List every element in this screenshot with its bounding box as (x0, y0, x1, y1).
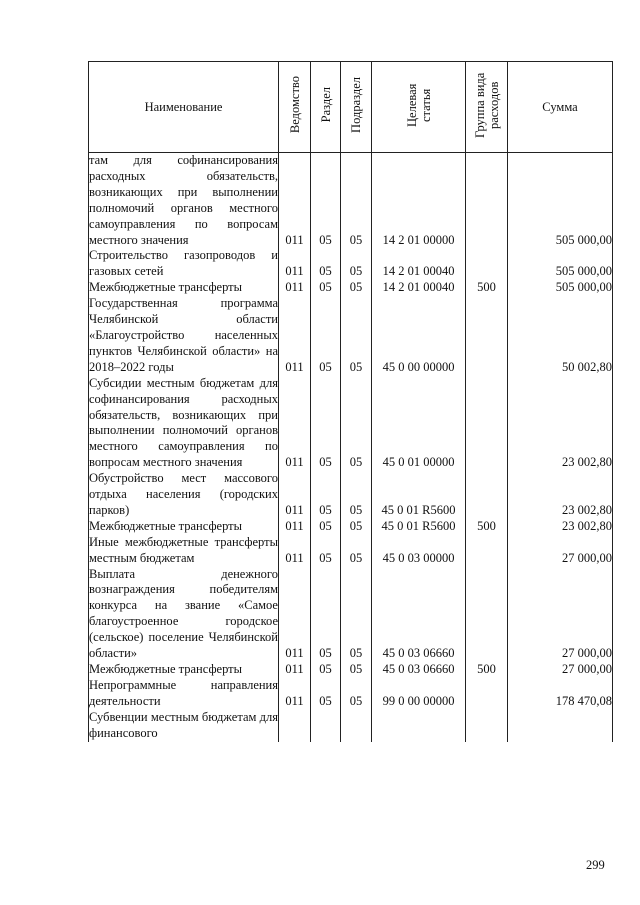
row-name: Выплата денежного вознаграждения победителям конкурса на звание «Самое благоустроенное городское (сельское) поселение Челябинской области» (89, 566, 278, 661)
page-number: 299 (586, 858, 605, 872)
row-statya: 99 0 00 00000 (372, 678, 466, 710)
table-row (89, 535, 613, 567)
table-row (89, 248, 613, 280)
row-summa: 23 002,80 (508, 519, 613, 535)
row-summa: 505 000,00 (508, 153, 613, 249)
row-razdel (311, 710, 341, 742)
row-vedomstvo: 011 (279, 471, 311, 519)
row-gruppa: 500 (466, 662, 508, 678)
row-razdel: 05 (311, 662, 341, 678)
header-vedomstvo: Ведомство (279, 62, 311, 153)
row-summa: 27 000,00 (508, 535, 613, 567)
table-row (89, 710, 613, 742)
row-razdel: 05 (311, 376, 341, 471)
row-podrazdel: 05 (341, 280, 372, 296)
row-podrazdel: 05 (341, 535, 372, 567)
row-summa: 27 000,00 (508, 662, 613, 678)
table-row (89, 662, 613, 678)
row-vedomstvo: 011 (279, 567, 311, 662)
row-gruppa: 500 (466, 519, 508, 535)
row-razdel: 05 (311, 471, 341, 519)
row-statya: 45 0 01 00000 (372, 376, 466, 471)
row-statya (372, 710, 466, 742)
row-gruppa (466, 376, 508, 471)
row-podrazdel: 05 (341, 471, 372, 519)
row-statya: 14 2 01 00040 (372, 248, 466, 280)
row-vedomstvo (279, 710, 311, 742)
row-vedomstvo: 011 (279, 678, 311, 710)
row-podrazdel: 05 (341, 248, 372, 280)
row-gruppa (466, 567, 508, 662)
row-vedomstvo: 011 (279, 662, 311, 678)
row-summa (508, 710, 613, 742)
row-statya: 14 2 01 00000 (372, 153, 466, 249)
row-name: Межбюджетные трансферты (89, 519, 279, 535)
row-vedomstvo: 011 (279, 280, 311, 296)
row-vedomstvo: 011 (279, 376, 311, 471)
header-podrazdel: Подраздел (341, 62, 372, 153)
row-gruppa (466, 153, 508, 249)
row-summa: 50 002,80 (508, 296, 613, 376)
row-summa: 178 470,08 (508, 678, 613, 710)
row-name: Межбюджетные трансферты (89, 662, 279, 678)
row-summa: 27 000,00 (508, 567, 613, 662)
row-podrazdel: 05 (341, 519, 372, 535)
header-gruppa: Группа вида расходов (466, 62, 508, 153)
row-podrazdel: 05 (341, 678, 372, 710)
row-podrazdel: 05 (341, 296, 372, 376)
row-name: Обустройство мест массового отдыха населения (городских парков) (89, 471, 278, 517)
table-row (89, 280, 613, 296)
row-gruppa (466, 471, 508, 519)
row-razdel: 05 (311, 153, 341, 249)
row-statya: 45 0 01 R5600 (372, 471, 466, 519)
row-razdel: 05 (311, 280, 341, 296)
header-statya: Целевая статья (372, 62, 466, 153)
row-podrazdel (341, 710, 372, 742)
row-razdel: 05 (311, 535, 341, 567)
header-name: Наименование (89, 62, 279, 153)
header-razdel: Раздел (311, 62, 341, 153)
row-gruppa (466, 678, 508, 710)
row-razdel: 05 (311, 519, 341, 535)
row-name: Непрограммные направления деятельности (89, 677, 278, 708)
row-summa: 23 002,80 (508, 471, 613, 519)
row-name: Субвенции местным бюджетам для финансового (89, 709, 278, 740)
table-row (89, 471, 613, 519)
table-row (89, 678, 613, 710)
row-podrazdel: 05 (341, 376, 372, 471)
row-gruppa (466, 296, 508, 376)
table-row (89, 519, 613, 535)
row-name: Межбюджетные трансферты (89, 280, 279, 296)
table-row (89, 376, 613, 471)
row-vedomstvo: 011 (279, 535, 311, 567)
budget-table (88, 61, 613, 742)
header-summa: Сумма (508, 62, 613, 153)
row-summa: 23 002,80 (508, 376, 613, 471)
row-name: Государственная программа Челябинской области «Благоустройство населенных пунктов Челябинской области» на 2018–2022 годы (89, 296, 278, 374)
row-statya: 45 0 00 00000 (372, 296, 466, 376)
row-statya: 45 0 01 R5600 (372, 519, 466, 535)
row-name: Иные межбюджетные трансферты местным бюджетам (89, 534, 278, 565)
row-podrazdel: 05 (341, 662, 372, 678)
row-statya: 45 0 03 00000 (372, 535, 466, 567)
row-vedomstvo: 011 (279, 296, 311, 376)
row-gruppa: 500 (466, 280, 508, 296)
row-statya: 14 2 01 00040 (372, 280, 466, 296)
row-razdel: 05 (311, 567, 341, 662)
row-vedomstvo: 011 (279, 153, 311, 249)
table-row (89, 153, 613, 249)
row-razdel: 05 (311, 678, 341, 710)
row-podrazdel: 05 (341, 153, 372, 249)
row-gruppa (466, 710, 508, 742)
row-statya: 45 0 03 06660 (372, 567, 466, 662)
row-razdel: 05 (311, 248, 341, 280)
row-summa: 505 000,00 (508, 280, 613, 296)
row-vedomstvo: 011 (279, 519, 311, 535)
table-header-row (89, 62, 613, 153)
row-gruppa (466, 248, 508, 280)
row-statya: 45 0 03 06660 (372, 662, 466, 678)
row-vedomstvo: 011 (279, 248, 311, 280)
table-row (89, 567, 613, 662)
table-row (89, 296, 613, 376)
row-name: там для софинансирования расходных обязательств, возникающих при выполнении полномочий органов местного самоуправления по вопросам местного значения (89, 153, 278, 247)
row-name: Субсидии местным бюджетам для софинансирования расходных обязательств, возникающих при выполнении полномочий органов местного самоуправления по вопросам местного значения (89, 375, 278, 470)
row-name: Строительство газопроводов и газовых сетей (89, 248, 278, 279)
row-gruppa (466, 535, 508, 567)
row-podrazdel: 05 (341, 567, 372, 662)
row-summa: 505 000,00 (508, 248, 613, 280)
row-razdel: 05 (311, 296, 341, 376)
